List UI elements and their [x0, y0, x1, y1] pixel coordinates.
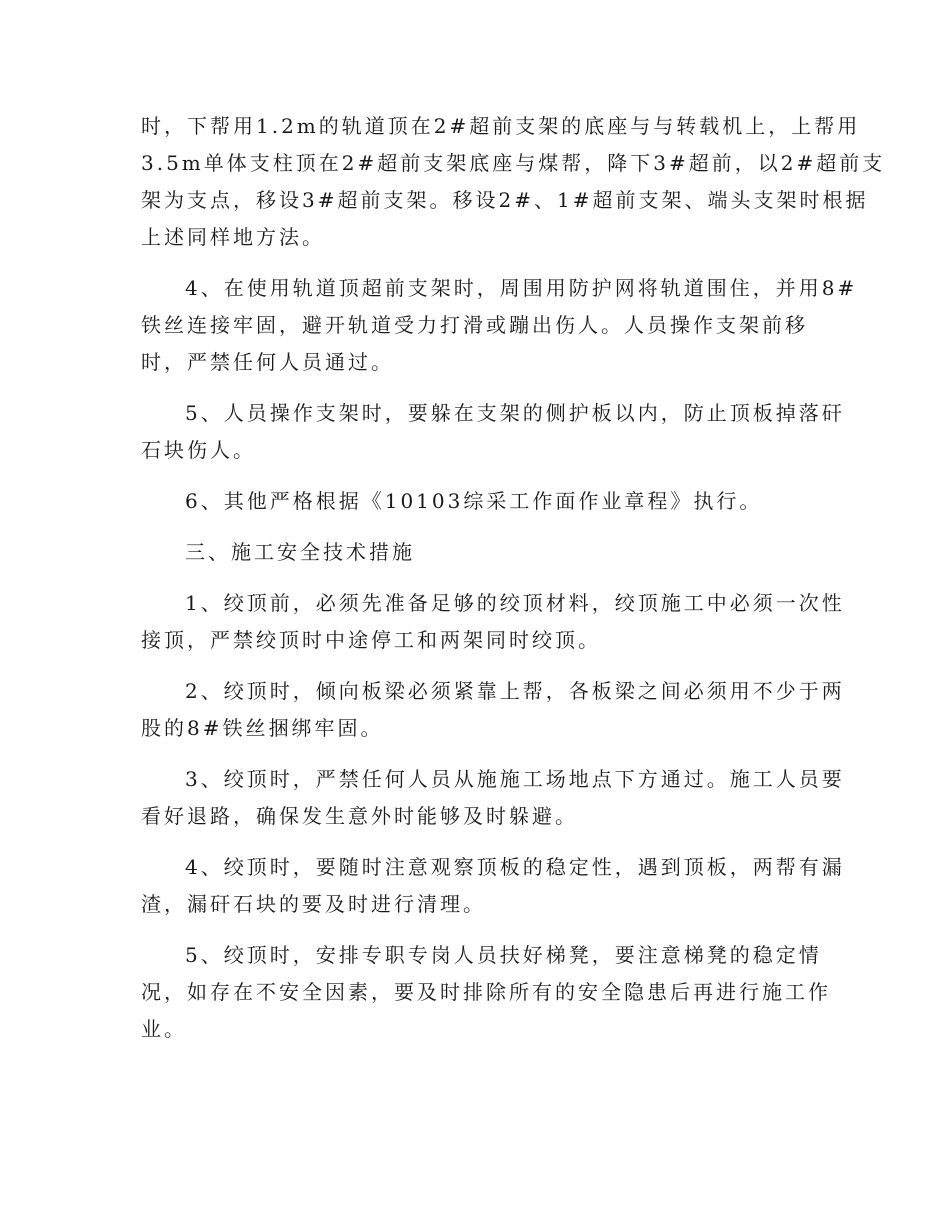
text-line: 接顶，严禁绞顶时中途停工和两架同时绞顶。: [141, 628, 601, 652]
paragraph-safety-2: [141, 673, 845, 747]
text-line: 4、绞顶时，要随时注意观察顶板的稳定性，遇到顶板，两帮有漏: [185, 855, 845, 879]
document-body: [141, 108, 886, 1062]
text-line: 石块伤人。: [141, 438, 256, 462]
text-line: 股的8#铁丝捆绑牢固。: [141, 716, 384, 740]
text-line: 看好退路，确保发生意外时能够及时躲避。: [141, 804, 578, 828]
text-line: 上述同样地方法。: [141, 225, 325, 249]
text-line: 架为支点，移设3#超前支架。移设2#、1#超前支架、端头支架时根据: [141, 188, 869, 212]
text-line: 时，严禁任何人员通过。: [141, 350, 394, 374]
text-line: 3、绞顶时，严禁任何人员从施施工场地点下方通过。施工人员要: [185, 767, 845, 791]
text-line: 5、人员操作支架时，要躲在支架的侧护板以内，防止顶板掉落矸: [185, 401, 845, 425]
paragraph-continuation: [141, 108, 886, 256]
text-line: 3.5m单体支柱顶在2#超前支架底座与煤帮，降下3#超前，以2#超前支: [141, 151, 886, 175]
text-line: 时，下帮用1.2m的轨道顶在2#超前支架的底座与与转载机上，上帮用: [141, 114, 861, 138]
text-line: 5、绞顶时，安排专职专岗人员扶好梯凳，要注意梯凳的稳定情: [185, 943, 822, 967]
paragraph-item-5: [141, 395, 845, 469]
text-line: 业。: [141, 1017, 187, 1041]
paragraph-safety-1: [141, 585, 845, 659]
text-line: 2、绞顶时，倾向板梁必须紧靠上帮，各板梁之间必须用不少于两: [185, 679, 845, 703]
paragraph-safety-4: [141, 849, 845, 923]
text-line: 1、绞顶前，必须先准备足够的绞顶材料，绞顶施工中必须一次性: [185, 591, 845, 615]
section-title: 三、施工安全技术措施: [185, 540, 415, 564]
text-line: 铁丝连接牢固，避开轨道受力打滑或蹦出伤人。人员操作支架前移: [141, 313, 808, 337]
paragraph-item-6: [141, 483, 821, 520]
paragraph-safety-5: [141, 937, 831, 1048]
text-line: 渣，漏矸石块的要及时进行清理。: [141, 892, 486, 916]
paragraph-safety-3: [141, 761, 845, 835]
text-line: 况，如存在不安全因素，要及时排除所有的安全隐患后再进行施工作: [141, 980, 831, 1004]
text-line: 6、其他严格根据《10103综采工作面作业章程》执行。: [185, 489, 763, 513]
section-heading: [141, 534, 821, 571]
paragraph-item-4: [141, 270, 858, 381]
text-line: 4、在使用轨道顶超前支架时，周围用防护网将轨道围住，并用8#: [185, 276, 858, 300]
